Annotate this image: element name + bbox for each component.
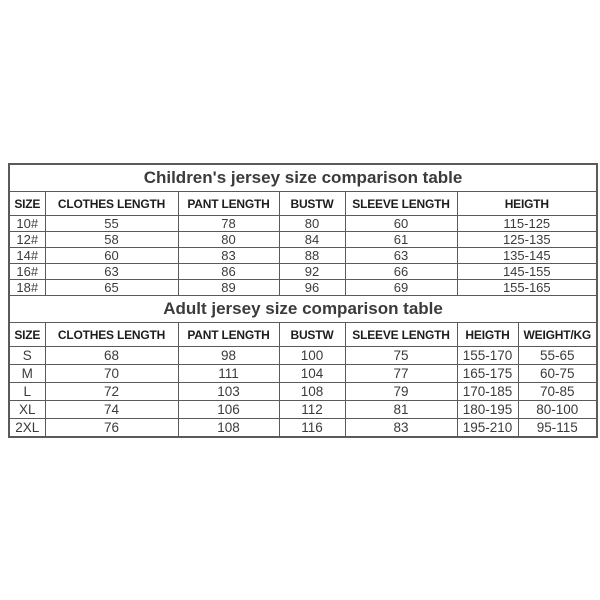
column-header: PANT LENGTH — [178, 323, 279, 347]
value-cell: 88 — [279, 248, 345, 264]
value-cell: 55 — [45, 216, 178, 232]
column-header: BUSTW — [279, 192, 345, 216]
value-cell: 83 — [345, 419, 457, 438]
value-cell: 58 — [45, 232, 178, 248]
value-cell: 55-65 — [518, 347, 597, 365]
size-cell: 18# — [9, 280, 45, 296]
size-cell: 14# — [9, 248, 45, 264]
size-cell: S — [9, 347, 45, 365]
value-cell: 72 — [45, 383, 178, 401]
column-header: HEIGTH — [457, 192, 597, 216]
value-cell: 165-175 — [457, 365, 518, 383]
children-title-row — [9, 164, 597, 192]
value-cell: 68 — [45, 347, 178, 365]
value-cell: 60 — [45, 248, 178, 264]
value-cell: 61 — [345, 232, 457, 248]
column-header: WEIGHT/KG — [518, 323, 597, 347]
value-cell: 103 — [178, 383, 279, 401]
value-cell: 63 — [345, 248, 457, 264]
size-cell: 10# — [9, 216, 45, 232]
value-cell: 63 — [45, 264, 178, 280]
value-cell: 116 — [279, 419, 345, 438]
column-header: SLEEVE LENGTH — [345, 323, 457, 347]
value-cell: 81 — [345, 401, 457, 419]
value-cell: 100 — [279, 347, 345, 365]
column-header: PANT LENGTH — [178, 192, 279, 216]
table-row — [9, 248, 597, 264]
children-header-row — [9, 192, 597, 216]
children-table-title: Children's jersey size comparison table — [9, 164, 597, 192]
value-cell: 170-185 — [457, 383, 518, 401]
value-cell: 83 — [178, 248, 279, 264]
size-cell: XL — [9, 401, 45, 419]
jersey-size-table — [8, 163, 598, 438]
value-cell: 69 — [345, 280, 457, 296]
value-cell: 125-135 — [457, 232, 597, 248]
size-cell: L — [9, 383, 45, 401]
value-cell: 65 — [45, 280, 178, 296]
value-cell: 86 — [178, 264, 279, 280]
adult-header-row — [9, 323, 597, 347]
value-cell: 92 — [279, 264, 345, 280]
adult-table-title: Adult jersey size comparison table — [9, 296, 597, 323]
value-cell: 95-115 — [518, 419, 597, 438]
value-cell: 111 — [178, 365, 279, 383]
value-cell: 74 — [45, 401, 178, 419]
column-header: SIZE — [9, 323, 45, 347]
column-header: HEIGTH — [457, 323, 518, 347]
value-cell: 76 — [45, 419, 178, 438]
value-cell: 75 — [345, 347, 457, 365]
size-cell: 16# — [9, 264, 45, 280]
value-cell: 106 — [178, 401, 279, 419]
value-cell: 108 — [279, 383, 345, 401]
value-cell: 80-100 — [518, 401, 597, 419]
value-cell: 70-85 — [518, 383, 597, 401]
value-cell: 84 — [279, 232, 345, 248]
value-cell: 115-125 — [457, 216, 597, 232]
value-cell: 104 — [279, 365, 345, 383]
column-header: CLOTHES LENGTH — [45, 323, 178, 347]
table-row — [9, 383, 597, 401]
value-cell: 80 — [279, 216, 345, 232]
table-row — [9, 401, 597, 419]
value-cell: 155-165 — [457, 280, 597, 296]
value-cell: 195-210 — [457, 419, 518, 438]
size-cell: 2XL — [9, 419, 45, 438]
value-cell: 79 — [345, 383, 457, 401]
value-cell: 60-75 — [518, 365, 597, 383]
value-cell: 77 — [345, 365, 457, 383]
value-cell: 108 — [178, 419, 279, 438]
table-row — [9, 280, 597, 296]
size-cell: 12# — [9, 232, 45, 248]
value-cell: 135-145 — [457, 248, 597, 264]
column-header: SIZE — [9, 192, 45, 216]
value-cell: 80 — [178, 232, 279, 248]
column-header: BUSTW — [279, 323, 345, 347]
value-cell: 145-155 — [457, 264, 597, 280]
value-cell: 70 — [45, 365, 178, 383]
value-cell: 112 — [279, 401, 345, 419]
value-cell: 180-195 — [457, 401, 518, 419]
table-row — [9, 365, 597, 383]
value-cell: 89 — [178, 280, 279, 296]
value-cell: 155-170 — [457, 347, 518, 365]
adult-title-row — [9, 296, 597, 323]
value-cell: 98 — [178, 347, 279, 365]
value-cell: 60 — [345, 216, 457, 232]
value-cell: 66 — [345, 264, 457, 280]
size-cell: M — [9, 365, 45, 383]
value-cell: 78 — [178, 216, 279, 232]
table-row — [9, 347, 597, 365]
table-row — [9, 232, 597, 248]
table-row — [9, 264, 597, 280]
table-row — [9, 216, 597, 232]
column-header: SLEEVE LENGTH — [345, 192, 457, 216]
value-cell: 96 — [279, 280, 345, 296]
column-header: CLOTHES LENGTH — [45, 192, 178, 216]
size-table-body — [9, 164, 597, 437]
table-row — [9, 419, 597, 438]
